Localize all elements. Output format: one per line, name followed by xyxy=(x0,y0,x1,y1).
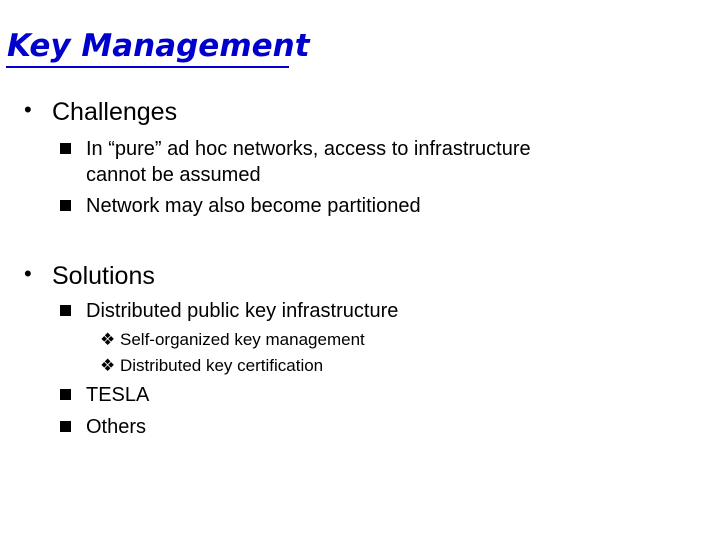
square-bullet-icon xyxy=(60,389,71,400)
subsubbullet-text: Self-organized key management xyxy=(120,330,365,349)
subbullet-text-continuation: cannot be assumed xyxy=(86,164,261,186)
subbullet-text: Distributed public key infrastructure xyxy=(86,300,399,322)
bullet-text: Solutions xyxy=(52,262,155,290)
subbullet-text: Network may also become partitioned xyxy=(86,195,421,217)
slide-title: Key Management xyxy=(7,28,310,64)
square-bullet-icon xyxy=(60,305,71,316)
square-bullet-icon xyxy=(60,143,71,154)
bullet-dot-icon: • xyxy=(24,261,32,286)
bullet-text: Challenges xyxy=(52,98,178,126)
diamond-bullet-icon: ❖ xyxy=(100,330,116,349)
subbullet-text: Others xyxy=(86,416,147,438)
title-underline xyxy=(6,66,289,68)
subsubbullet-text: Distributed key certification xyxy=(120,356,324,375)
diamond-bullet-icon: ❖ xyxy=(100,356,116,375)
square-bullet-icon xyxy=(60,421,71,432)
bullet-dot-icon: • xyxy=(24,97,32,122)
subbullet-text: TESLA xyxy=(86,384,150,406)
square-bullet-icon xyxy=(60,200,71,211)
subbullet-text: In “pure” ad hoc networks, access to infrastructure xyxy=(86,138,531,160)
